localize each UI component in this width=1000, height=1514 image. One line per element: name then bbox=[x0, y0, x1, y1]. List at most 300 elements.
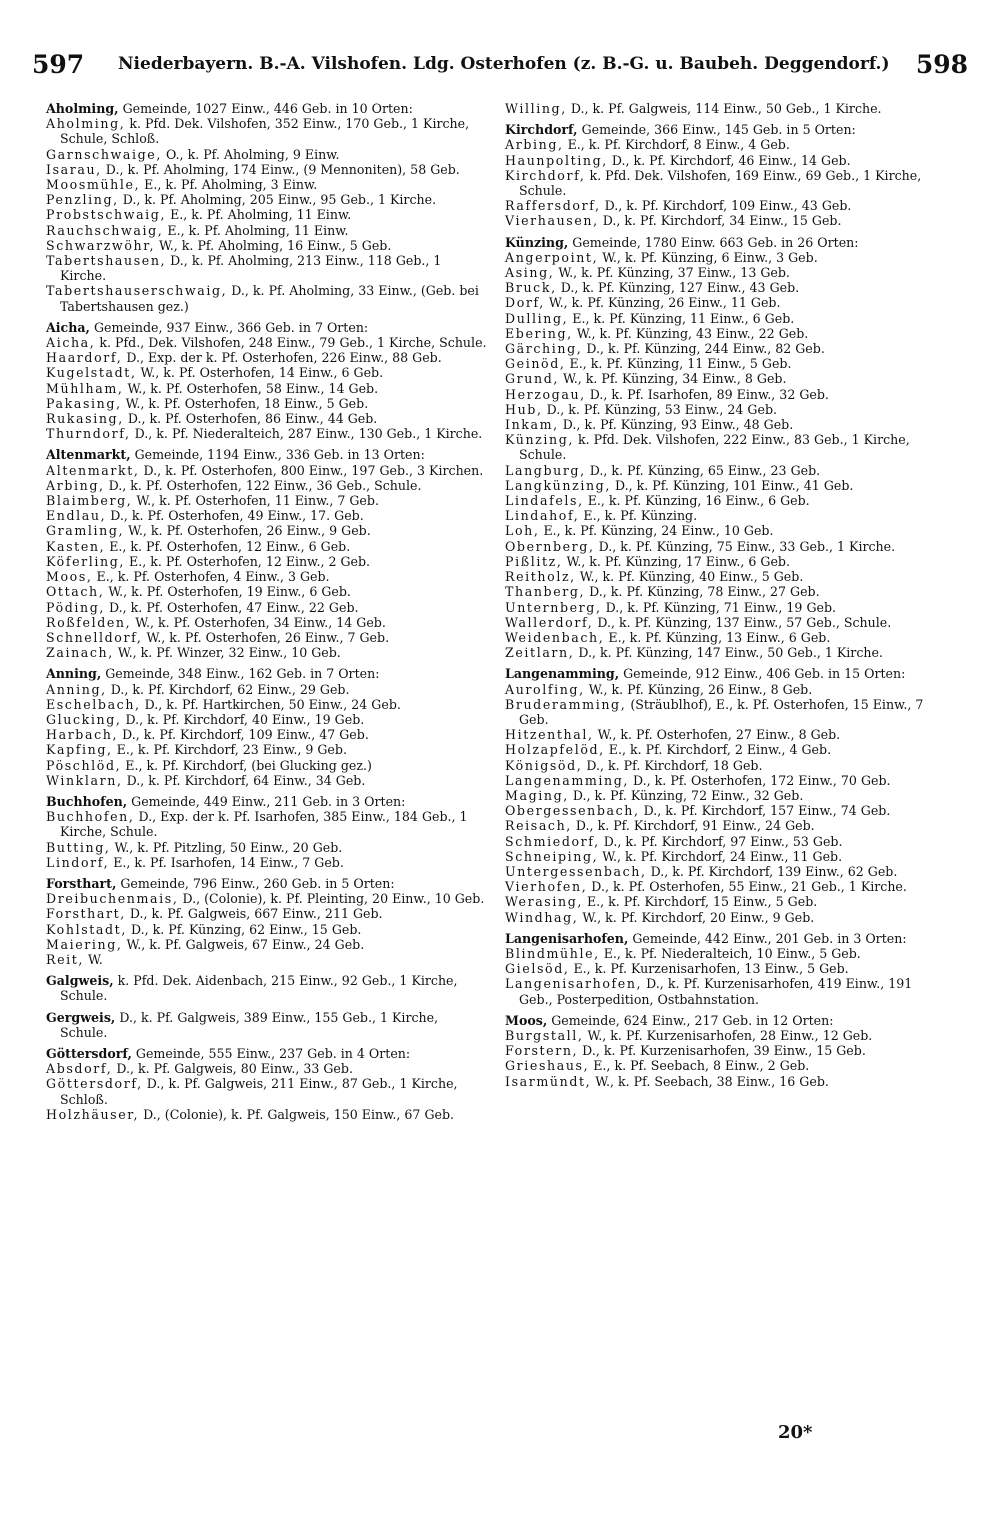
place-details: D., k. Pf. Galgweis, 211 Einw., 87 Geb., 1 Kirche, Schloß. bbox=[60, 1076, 458, 1107]
place-entry bbox=[46, 207, 488, 222]
place-details: D., k. Pf. Künzing, 72 Einw., 32 Geb. bbox=[568, 787, 804, 803]
place-details: W., k. Pf. Kirchdorf, 24 Einw., 11 Geb. bbox=[598, 848, 843, 864]
place-details: D., k. Pf. Kirchdorf, 109 Einw., 47 Geb. bbox=[118, 727, 369, 743]
place-details: D., k. Pf. Kirchdorf, 46 Einw., 14 Geb. bbox=[607, 152, 851, 168]
place-name: Arbing, bbox=[505, 137, 564, 153]
place-details: D., k. Pf. Kirchdorf, 40 Einw., 19 Geb. bbox=[121, 711, 365, 727]
place-name: Kirchdorf, bbox=[505, 167, 586, 183]
place-details: W., k. Pf. Kurzenisarhofen, 28 Einw., 12 Geb. bbox=[583, 1027, 873, 1043]
municipality-group bbox=[505, 235, 947, 661]
place-details: W., k. Pf. Osterhofen, 19 Einw., 6 Geb. bbox=[104, 584, 351, 600]
place-details: W., k. Pf. Künzing, 37 Einw., 13 Geb. bbox=[554, 265, 790, 281]
place-name: Maging, bbox=[505, 787, 569, 803]
place-name: Dulling, bbox=[505, 310, 569, 326]
place-entry bbox=[46, 697, 488, 712]
place-name: Moosmühle, bbox=[46, 177, 141, 193]
place-entry bbox=[505, 432, 947, 462]
place-name: Schneiping, bbox=[505, 848, 599, 864]
place-entry bbox=[505, 101, 947, 116]
municipality-summary: Gemeinde, 449 Einw., 211 Geb. in 3 Orten: bbox=[127, 793, 406, 809]
place-entry bbox=[505, 1058, 947, 1073]
place-entry bbox=[46, 493, 488, 508]
place-entry bbox=[46, 645, 488, 660]
place-details: D., k. Pf. Kirchdorf, 34 Einw., 15 Geb. bbox=[598, 213, 842, 229]
place-entry bbox=[46, 365, 488, 380]
municipality-name: Künzing, bbox=[505, 234, 569, 250]
municipality-group bbox=[46, 101, 488, 314]
place-name: Geinöd, bbox=[505, 356, 566, 372]
place-details: E., k. Pf. Aholming, 11 Einw. bbox=[166, 207, 352, 223]
municipality-heading bbox=[505, 931, 947, 946]
place-name: Lindahof, bbox=[505, 508, 580, 524]
place-entry bbox=[505, 326, 947, 341]
place-name: Maiering, bbox=[46, 936, 123, 952]
place-entry bbox=[505, 976, 947, 1006]
place-entry bbox=[505, 818, 947, 833]
place-name: Schmiedorf, bbox=[505, 833, 600, 849]
municipality-summary: Gemeinde, 912 Einw., 406 Geb. in 15 Orten: bbox=[619, 666, 906, 682]
place-name: Holzapfelöd, bbox=[505, 742, 605, 758]
place-details: D., k. Pf. Künzing, 147 Einw., 50 Geb., 1 Kirche. bbox=[574, 645, 883, 661]
page-number-left: 597 bbox=[32, 50, 85, 79]
place-entry bbox=[46, 223, 488, 238]
place-details: W., k. Pf. Künzing, 17 Einw., 6 Geb. bbox=[562, 553, 790, 569]
place-details: E., k. Pf. Aholming, 3 Einw. bbox=[140, 177, 318, 193]
municipality-heading bbox=[505, 1013, 947, 1028]
place-details: D., k. Pf. Kirchdorf, 91 Einw., 24 Geb. bbox=[571, 818, 815, 834]
place-entry bbox=[505, 153, 947, 168]
place-entry bbox=[505, 213, 947, 228]
municipality-summary: Gemeinde, 937 Einw., 366 Geb. in 7 Orten: bbox=[89, 319, 369, 335]
municipality-group bbox=[505, 1013, 947, 1089]
place-details: D., k. Pf. Osterhofen, 49 Einw., 17. Geb. bbox=[106, 508, 364, 524]
municipality-name: Göttersdorf, bbox=[46, 1045, 132, 1061]
place-entry bbox=[505, 600, 947, 615]
place-name: Künzing, bbox=[505, 432, 574, 448]
running-title: Niederbayern. B.-A. Vilshofen. Ldg. Osterhofen (z. B.-G. u. Baubeh. Deggendorf.) bbox=[118, 54, 890, 74]
place-name: Obernberg, bbox=[505, 538, 595, 554]
place-name: Vierhausen, bbox=[505, 213, 599, 229]
place-entry bbox=[46, 523, 488, 538]
place-details: D., k. Pf. Künzing, 65 Einw., 23 Geb. bbox=[585, 462, 821, 478]
place-entry bbox=[505, 894, 947, 909]
municipality-name: Aholming, bbox=[46, 101, 119, 116]
place-entry bbox=[505, 311, 947, 326]
municipality-heading bbox=[46, 101, 488, 116]
place-details: D., k. Pf. Galgweis, 114 Einw., 50 Geb., 1 Kirche. bbox=[566, 101, 882, 116]
place-entry bbox=[46, 727, 488, 742]
place-name: Aholming, bbox=[46, 116, 126, 132]
place-name: Forstern, bbox=[505, 1043, 579, 1059]
place-entry bbox=[505, 478, 947, 493]
municipality-name: Buchhofen, bbox=[46, 793, 128, 809]
place-entry bbox=[505, 508, 947, 523]
place-name: Penzling, bbox=[46, 192, 119, 208]
place-details: W., k. Pf. Galgweis, 67 Einw., 24 Geb. bbox=[122, 936, 365, 952]
place-details: W., k. Pf. Kirchdorf, 20 Einw., 9 Geb. bbox=[578, 909, 815, 925]
place-entry bbox=[505, 697, 947, 727]
place-details: E., k. Pf. Kirchdorf, (bei Glucking gez.) bbox=[121, 757, 372, 773]
place-details: D., k. Pf. Osterhofen, 86 Einw., 44 Geb. bbox=[123, 411, 378, 427]
place-details: D., k. Pf. Künzing, 78 Einw., 27 Geb. bbox=[585, 584, 820, 600]
place-name: Blaimberg, bbox=[46, 493, 133, 509]
place-entry bbox=[505, 137, 947, 152]
place-entry bbox=[505, 250, 947, 265]
place-details: E., k. Pf. Osterhofen, 12 Einw., 6 Geb. bbox=[105, 538, 351, 554]
place-details: E., k. Pf. Künzing, 11 Einw., 5 Geb. bbox=[565, 356, 792, 372]
municipality-heading bbox=[46, 876, 488, 891]
place-name: Wallerdorf, bbox=[505, 614, 594, 630]
municipality-name: Forsthart, bbox=[46, 875, 117, 891]
place-details: D., k. Pf. Kurzenisarhofen, 39 Einw., 15 Geb. bbox=[578, 1043, 866, 1059]
place-name: Herzogau, bbox=[505, 386, 586, 402]
place-name: Moos, bbox=[46, 569, 93, 585]
place-details: E., k. Pf. Künzing, 24 Einw., 10 Geb. bbox=[539, 523, 774, 539]
left-column bbox=[46, 101, 488, 1122]
municipality-group bbox=[46, 1010, 488, 1040]
place-name: Haardorf, bbox=[46, 350, 123, 366]
place-details: E., k. Pf. Künzing, 11 Einw., 6 Geb. bbox=[568, 310, 795, 326]
municipality-name: Kirchdorf, bbox=[505, 122, 578, 138]
place-name: Werasing, bbox=[505, 894, 583, 910]
place-name: Bruck, bbox=[505, 280, 557, 296]
place-details: W., k. Pf. Künzing, 6 Einw., 3 Geb. bbox=[598, 249, 818, 265]
place-name: Gielsöd, bbox=[505, 961, 570, 977]
place-name: Angerpoint, bbox=[505, 249, 599, 265]
place-entry bbox=[505, 910, 947, 925]
place-details: W., k. Pf. Osterhofen, 58 Einw., 14 Geb. bbox=[123, 380, 379, 396]
place-name: Obergessenbach, bbox=[505, 803, 640, 819]
place-name: Aurolfing, bbox=[505, 681, 585, 697]
place-name: Isarmündt, bbox=[505, 1073, 592, 1089]
place-details: E., k. Pf. Kirchdorf, 15 Einw., 5 Geb. bbox=[582, 894, 818, 910]
place-entry bbox=[505, 356, 947, 371]
place-entry bbox=[505, 168, 947, 198]
place-entry bbox=[46, 742, 488, 757]
place-details: W., k. Pf. Osterhofen, 18 Einw., 5 Geb. bbox=[121, 395, 369, 411]
place-name: Gärching, bbox=[505, 341, 583, 357]
place-entry bbox=[46, 177, 488, 192]
place-name: Kohlstadt, bbox=[46, 921, 127, 937]
place-name: Loh, bbox=[505, 523, 540, 539]
municipality-group bbox=[505, 101, 947, 116]
place-name: Windhag, bbox=[505, 909, 579, 925]
place-entry bbox=[505, 539, 947, 554]
place-name: Reit, bbox=[46, 951, 85, 967]
place-name: Unternberg, bbox=[505, 599, 602, 615]
place-entry bbox=[46, 335, 488, 350]
municipality-heading bbox=[505, 235, 947, 250]
place-name: Reisach, bbox=[505, 818, 572, 834]
place-name: Lindorf, bbox=[46, 854, 110, 870]
place-name: Isarau, bbox=[46, 161, 102, 177]
place-name: Buchhofen, bbox=[46, 809, 135, 825]
place-details: W., k. Pf. Künzing, 43 Einw., 22 Geb. bbox=[572, 325, 809, 341]
place-name: Altenmarkt, bbox=[46, 462, 140, 478]
place-details: k. Pfd., Dek. Vilshofen, 248 Einw., 79 Geb., 1 Kirche, Schule. bbox=[95, 335, 487, 351]
place-name: Aicha, bbox=[46, 335, 96, 351]
place-entry bbox=[505, 758, 947, 773]
place-name: Gramling, bbox=[46, 523, 125, 539]
municipality-summary: Gemeinde, 1780 Einw. 663 Geb. in 26 Orten: bbox=[568, 234, 859, 250]
place-details: D., k. Pf. Hartkirchen, 50 Einw., 24 Geb. bbox=[140, 696, 401, 712]
place-entry bbox=[46, 569, 488, 584]
place-details: D., k. Pf. Aholming, 213 Einw., 118 Geb., 1 Kirche. bbox=[60, 253, 442, 284]
municipality-summary: Gemeinde, 1194 Einw., 336 Geb. in 13 Orten: bbox=[130, 447, 425, 463]
municipality-group bbox=[46, 876, 488, 967]
place-details: D., k. Pf. Kirchdorf, 139 Einw., 62 Geb. bbox=[646, 863, 898, 879]
place-name: Eschelbach, bbox=[46, 696, 141, 712]
place-entry bbox=[505, 773, 947, 788]
place-entry bbox=[46, 162, 488, 177]
place-details: D., k. Pf. Künzing, 127 Einw., 43 Geb. bbox=[556, 280, 800, 296]
municipality-heading bbox=[505, 122, 947, 137]
place-entry bbox=[46, 283, 488, 313]
place-details: E., k. Pf. Osterhofen, 12 Einw., 2 Geb. bbox=[125, 553, 371, 569]
signature-mark: 20* bbox=[778, 1422, 813, 1443]
place-details: D., k. Pf. Aholming, 205 Einw., 95 Geb., 1 Kirche. bbox=[118, 192, 437, 208]
place-entry bbox=[505, 371, 947, 386]
place-entry bbox=[46, 253, 488, 283]
place-name: Hub, bbox=[505, 401, 543, 417]
place-entry bbox=[505, 554, 947, 569]
place-entry bbox=[505, 1074, 947, 1089]
place-entry bbox=[505, 864, 947, 879]
place-entry bbox=[46, 463, 488, 478]
place-entry bbox=[46, 411, 488, 426]
place-details: D., k. Pf. Kirchdorf, 62 Einw., 29 Geb. bbox=[106, 681, 350, 697]
place-name: Weidenbach, bbox=[505, 629, 605, 645]
place-details: W., k. Pf. Aholming, 16 Einw., 5 Geb. bbox=[155, 237, 392, 253]
place-entry bbox=[46, 584, 488, 599]
place-name: Königsöd, bbox=[505, 757, 583, 773]
place-name: Garnschwaige, bbox=[46, 146, 162, 162]
place-name: Zainach, bbox=[46, 645, 114, 661]
municipality-summary: Gemeinde, 624 Einw., 217 Geb. in 12 Orten: bbox=[547, 1012, 834, 1028]
place-name: Zeitlarn, bbox=[505, 645, 575, 661]
place-entry bbox=[505, 387, 947, 402]
place-details: D., (Colonie), k. Pf. Pleinting, 20 Einw., 10 Geb. bbox=[178, 891, 485, 907]
place-name: Dreibuchenmais, bbox=[46, 891, 179, 907]
place-details: D., k. Pf. Kurzenisarhofen, 419 Einw., 191 Geb., Posterpedition, Ostbahnstation. bbox=[519, 976, 913, 1007]
place-details: E., k. Pf. Kirchdorf, 23 Einw., 9 Geb. bbox=[112, 742, 347, 758]
place-entry bbox=[505, 265, 947, 280]
place-details: D., k. Pf. Künzing, 101 Einw., 41 Geb. bbox=[610, 477, 854, 493]
place-name: Absdorf, bbox=[46, 1061, 113, 1077]
place-name: Winklarn, bbox=[46, 772, 123, 788]
place-entry bbox=[505, 834, 947, 849]
place-name: Langenisarhofen, bbox=[505, 976, 643, 992]
municipality-name: Galgweis, bbox=[46, 973, 114, 989]
place-entry bbox=[46, 478, 488, 493]
place-details: O., k. Pf. Aholming, 9 Einw. bbox=[161, 146, 340, 162]
place-details: W., k. Pf. Künzing, 26 Einw., 8 Geb. bbox=[584, 681, 813, 697]
place-name: Schnelldorf, bbox=[46, 629, 143, 645]
place-name: Glucking, bbox=[46, 711, 122, 727]
place-details: W. bbox=[84, 951, 103, 967]
place-entry bbox=[46, 396, 488, 411]
place-entry bbox=[505, 645, 947, 660]
place-name: Ebering, bbox=[505, 325, 573, 341]
place-name: Holzhäuser, bbox=[46, 1106, 140, 1122]
place-entry bbox=[46, 922, 488, 937]
place-details: D., k. Pf. Galgweis, 80 Einw., 33 Geb. bbox=[112, 1061, 353, 1077]
place-details: E., k. Pf. Aholming, 11 Einw. bbox=[163, 222, 349, 238]
place-name: Pakasing, bbox=[46, 395, 122, 411]
place-details: D., k. Pf. Künzing, 71 Einw., 19 Geb. bbox=[601, 599, 837, 615]
place-name: Ottach, bbox=[46, 584, 105, 600]
place-entry bbox=[505, 1028, 947, 1043]
place-details: W., k. Pf. Osterhofen, 27 Einw., 8 Geb. bbox=[593, 727, 841, 743]
place-entry bbox=[505, 1043, 947, 1058]
place-entry bbox=[46, 855, 488, 870]
municipality-summary: Gemeinde, 366 Einw., 145 Geb. in 5 Orten: bbox=[577, 122, 856, 138]
place-name: Tabertshausen, bbox=[46, 253, 167, 269]
place-entry bbox=[46, 906, 488, 921]
place-name: Willing, bbox=[505, 101, 567, 116]
municipality-group bbox=[46, 447, 488, 660]
place-name: Anning, bbox=[46, 681, 107, 697]
place-details: D., k. Pf. Kirchdorf, 97 Einw., 53 Geb. bbox=[599, 833, 843, 849]
place-details: E., k. Pf. Kirchdorf, 2 Einw., 4 Geb. bbox=[604, 742, 832, 758]
place-entry bbox=[46, 773, 488, 788]
municipality-heading bbox=[46, 794, 488, 809]
place-name: Bruderamming, bbox=[505, 696, 627, 712]
municipality-heading bbox=[46, 320, 488, 335]
place-details: W., k. Pf. Künzing, 34 Einw., 8 Geb. bbox=[558, 371, 787, 387]
place-name: Hitzenthal, bbox=[505, 727, 594, 743]
page-header bbox=[30, 50, 970, 90]
place-details: W., k. Pf. Osterhofen, 34 Einw., 14 Geb. bbox=[131, 614, 386, 630]
place-entry bbox=[46, 712, 488, 727]
place-details: k. Pfd. Dek. Vilshofen, 169 Einw., 69 Geb., 1 Kirche, Schule. bbox=[519, 167, 922, 199]
place-details: (Sträublhof), E., k. Pf. Osterhofen, 15 Einw., 7 Geb. bbox=[519, 696, 924, 727]
place-name: Raffersdorf, bbox=[505, 198, 601, 214]
place-name: Tabertshauserschwaig, bbox=[46, 283, 228, 299]
place-details: D., k. Pf. Kirchdorf, 157 Einw., 74 Geb. bbox=[639, 803, 891, 819]
place-details: D., k. Pf. Künzing, 244 Einw., 82 Geb. bbox=[582, 341, 825, 357]
municipality-group bbox=[505, 666, 947, 924]
place-name: Langkünzing, bbox=[505, 477, 611, 493]
municipality-group bbox=[46, 666, 488, 788]
municipality-summary: Gemeinde, 442 Einw., 201 Geb. in 3 Orten: bbox=[628, 930, 907, 946]
place-name: Pißlitz, bbox=[505, 553, 563, 569]
place-details: D., (Colonie), k. Pf. Galgweis, 150 Einw., 67 Geb. bbox=[139, 1106, 455, 1122]
place-details: D., k. Pf. Niederalteich, 287 Einw., 130 Geb., 1 Kirche. bbox=[130, 426, 483, 442]
place-name: Asing, bbox=[505, 265, 555, 281]
place-entry bbox=[505, 295, 947, 310]
place-details: W., k. Pf. Osterhofen, 14 Einw., 6 Geb. bbox=[136, 365, 384, 381]
place-name: Köferling, bbox=[46, 553, 126, 569]
municipality-group bbox=[46, 973, 488, 1003]
place-entry bbox=[505, 788, 947, 803]
place-entry bbox=[46, 1076, 488, 1106]
place-name: Arbing, bbox=[46, 477, 105, 493]
municipality-group bbox=[46, 1046, 488, 1122]
place-details: E., k. Pf. Seebach, 8 Einw., 2 Geb. bbox=[589, 1058, 810, 1074]
place-details: D., k. Pf. Künzing, 93 Einw., 48 Geb. bbox=[558, 417, 794, 433]
place-entry bbox=[505, 879, 947, 894]
place-entry bbox=[46, 1107, 488, 1122]
municipality-name: Aicha, bbox=[46, 319, 90, 335]
place-name: Grieshaus, bbox=[505, 1058, 590, 1074]
place-name: Haunpolting, bbox=[505, 152, 608, 168]
municipality-name: Altenmarkt, bbox=[46, 447, 131, 463]
place-name: Schwarzwöhr, bbox=[46, 237, 156, 253]
place-name: Thanberg, bbox=[505, 584, 586, 600]
place-details: D., k. Pf. Kirchdorf, 109 Einw., 43 Geb. bbox=[600, 198, 852, 214]
place-details: k. Pfd. Dek. Vilshofen, 352 Einw., 170 Geb., 1 Kirche, Schule, Schloß. bbox=[60, 116, 470, 147]
place-details: D., k. Pf. Galgweis, 667 Einw., 211 Geb. bbox=[125, 906, 383, 922]
place-entry bbox=[46, 891, 488, 906]
place-details: W., k. Pf. Osterhofen, 26 Einw., 7 Geb. bbox=[142, 629, 390, 645]
place-name: Harbach, bbox=[46, 727, 119, 743]
place-name: Blindmühle, bbox=[505, 945, 600, 961]
place-entry bbox=[505, 280, 947, 295]
place-name: Vierhofen, bbox=[505, 879, 588, 895]
place-details: E., k. Pf. Künzing, 16 Einw., 6 Geb. bbox=[583, 493, 810, 509]
place-entry bbox=[46, 615, 488, 630]
place-details: W., k. Pf. Seebach, 38 Einw., 16 Geb. bbox=[591, 1073, 829, 1089]
place-details: W., k. Pf. Pitzling, 50 Einw., 20 Geb. bbox=[110, 839, 343, 855]
place-name: Thurndorf, bbox=[46, 426, 131, 442]
place-details: D., k. Pf. Kirchdorf, 18 Geb. bbox=[582, 757, 763, 773]
place-details: D., k. Pf. Isarhofen, 89 Einw., 32 Geb. bbox=[585, 386, 829, 402]
place-details: E., k. Pf. Künzing, 13 Einw., 6 Geb. bbox=[604, 629, 831, 645]
place-entry bbox=[505, 682, 947, 697]
municipality-summary: k. Pfd. Dek. Aidenbach, 215 Einw., 92 Geb., 1 Kirche, Schule. bbox=[60, 973, 458, 1004]
municipality-heading bbox=[46, 973, 488, 1003]
place-entry bbox=[46, 630, 488, 645]
place-name: Pöschlöd, bbox=[46, 757, 122, 773]
municipality-name: Langenamming, bbox=[505, 666, 620, 682]
municipality-summary: D., k. Pf. Galgweis, 389 Einw., 155 Geb., 1 Kirche, Schule. bbox=[60, 1009, 439, 1040]
place-name: Burgstall, bbox=[505, 1027, 584, 1043]
place-details: D., k. Pf. Künzing, 53 Einw., 24 Geb. bbox=[542, 401, 778, 417]
municipality-group bbox=[46, 320, 488, 442]
place-entry bbox=[505, 341, 947, 356]
place-entry bbox=[46, 426, 488, 441]
place-entry bbox=[505, 463, 947, 478]
municipality-name: Gergweis, bbox=[46, 1009, 116, 1025]
place-entry bbox=[46, 238, 488, 253]
place-name: Dorf, bbox=[505, 295, 545, 311]
place-name: Inkam, bbox=[505, 417, 559, 433]
place-entry bbox=[46, 952, 488, 967]
place-entry bbox=[505, 198, 947, 213]
place-entry bbox=[505, 615, 947, 630]
place-name: Kugelstadt, bbox=[46, 365, 137, 381]
place-name: Kapfing, bbox=[46, 742, 113, 758]
place-entry bbox=[505, 417, 947, 432]
place-entry bbox=[505, 523, 947, 538]
right-column bbox=[505, 101, 947, 1089]
municipality-name: Anning, bbox=[46, 666, 102, 682]
place-entry bbox=[505, 584, 947, 599]
place-details: D., k. Pf. Osterhofen, 55 Einw., 21 Geb., 1 Kirche. bbox=[587, 879, 907, 895]
municipality-summary: Gemeinde, 348 Einw., 162 Geb. in 7 Orten: bbox=[101, 666, 380, 682]
place-details: W., k. Pf. Künzing, 26 Einw., 11 Geb. bbox=[544, 295, 781, 311]
place-details: D., Exp. der k. Pf. Isarhofen, 385 Einw., 184 Geb., 1 Kirche, Schule. bbox=[60, 809, 468, 840]
place-entry bbox=[46, 840, 488, 855]
place-entry bbox=[46, 147, 488, 162]
place-name: Kasten, bbox=[46, 538, 106, 554]
place-entry bbox=[46, 682, 488, 697]
place-entry bbox=[505, 742, 947, 757]
place-details: E., k. Pf. Osterhofen, 4 Einw., 3 Geb. bbox=[92, 569, 330, 585]
place-details: D., k. Pf. Osterhofen, 800 Einw., 197 Geb., 3 Kirchen. bbox=[139, 462, 484, 478]
place-details: D., k. Pf. Künzing, 62 Einw., 15 Geb. bbox=[126, 921, 362, 937]
